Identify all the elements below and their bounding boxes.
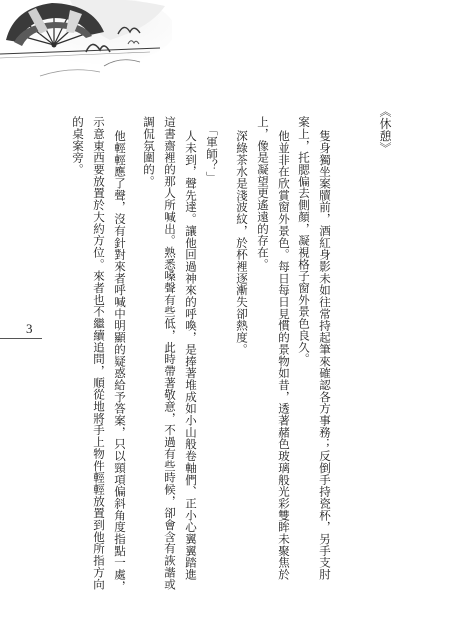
- text-line-8: 這書齋裡的那人所喊出。熟悉嗓聲有些低，此時帶著敬意，不過有些時候，卻會含有詼諧或: [163, 116, 177, 590]
- text-line-12: 的桌案旁。: [71, 116, 85, 176]
- text-line-11: 示意東西要放置於大約方位。來者也不繼續追問，順從地將手上物件輕輕放置到他所指方向: [92, 116, 106, 590]
- text-line-1: 隻身獨坐案牘前，酒紅身影未如往常持起筆來確認各方事務；反倒手持瓷杯，另手支肘: [318, 130, 332, 581]
- text-line-2: 案上，托腮偏去側顏，凝視格子窗外景色良久。: [297, 116, 311, 365]
- text-line-3: 他並非在欣賞窗外景色。每日每日見慣的景物如昔，透著赭色玻璃般光彩雙眸未聚焦於: [277, 130, 291, 581]
- text-line-6: 「軍師？」: [205, 124, 219, 184]
- chapter-title: 《休憩》: [378, 105, 392, 155]
- text-line-10: 他輕輕應了聲，沒有針對來者呼喊中明顯的疑惑給予答案，只以頸項偏斜角度指點一處，: [113, 130, 127, 593]
- text-line-5: 深綠茶水是淺波紋，於杯裡逐漸失卻熱度。: [235, 130, 249, 356]
- text-line-7: 人未到，聲先達。讓他回過神來的呼喚，是捧著堆成如小山般卷軸們、正小心翼翼踏進: [184, 130, 198, 581]
- fan-and-birds-decoration: [0, 0, 172, 84]
- page-number: 3: [26, 321, 33, 336]
- text-line-9: 調侃氛圍的。: [142, 116, 156, 188]
- page-number-rule: [0, 338, 42, 339]
- text-line-4: 上，像是凝望更遙遠的存在。: [256, 116, 270, 271]
